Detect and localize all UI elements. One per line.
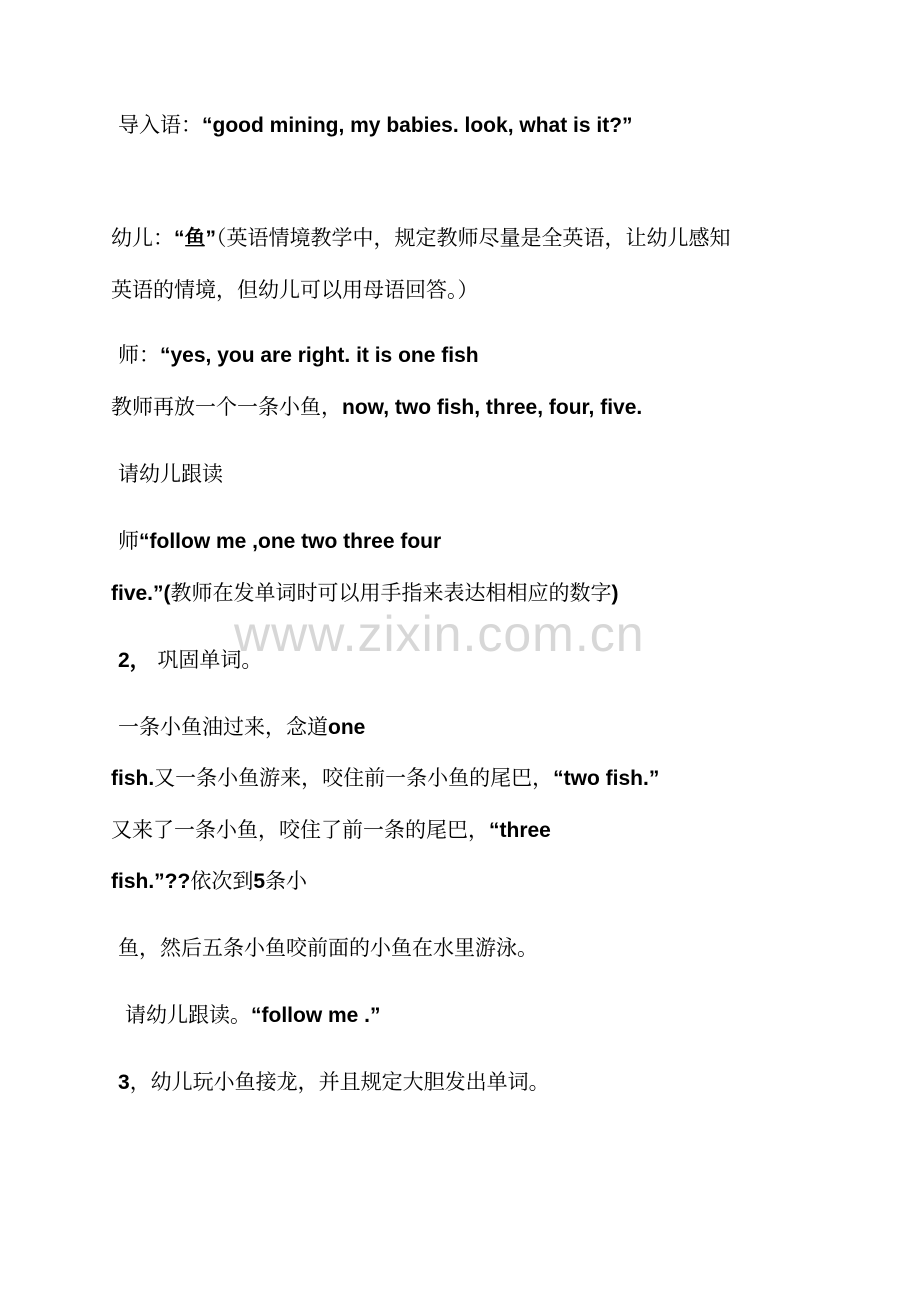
- section-2-heading: [118, 646, 262, 675]
- intro-label: 导入语：: [118, 113, 202, 137]
- fish-story-line-4: [111, 867, 307, 896]
- fish-story-line-3: [111, 816, 551, 845]
- fish-story-text-6: 鱼，然后五条小鱼咬前面的小鱼在水里游泳。: [118, 936, 538, 960]
- child-note: （英语情境教学中，规定教师尽量是全英语，让幼儿感知: [216, 226, 731, 250]
- teacher-label: 师：: [118, 343, 160, 367]
- watermark: www.zixin.com.cn: [234, 606, 645, 662]
- fish-story-text-2: 又一条小鱼游来，咬住前一条小鱼的尾巴，: [154, 766, 554, 790]
- teacher-speech: “yes, you are right. it is one fish: [160, 344, 479, 367]
- close-paren: ): [611, 582, 619, 605]
- fish-story-text-3: 又来了一条小鱼，咬住了前一条的尾巴，: [111, 818, 489, 842]
- child-note-continued: [111, 276, 479, 304]
- section-3-line: [118, 1068, 550, 1097]
- fish-story-line-5: [118, 934, 538, 962]
- teacher-follow-me: “follow me ,one two three four: [139, 530, 442, 553]
- teacher-line-2: [118, 527, 441, 556]
- word-two-fish: “two fish.”: [553, 767, 660, 790]
- five-word: five.”(: [111, 582, 171, 605]
- child-answer: “鱼”: [174, 227, 216, 250]
- follow-read-line: [118, 460, 223, 488]
- counting-words: now, two fish, three, four, five.: [342, 396, 643, 419]
- follow-read-line-2: [125, 1001, 381, 1030]
- section-number: 2，: [118, 649, 151, 672]
- section-title: 巩固单词。: [150, 648, 263, 672]
- fish-story-text-4: 依次到: [190, 869, 254, 893]
- child-label: 幼儿：: [111, 226, 174, 250]
- word-fish-2: fish.”??: [111, 870, 191, 893]
- child-answer-line: [111, 224, 731, 253]
- intro-line: [118, 111, 633, 140]
- word-three: “three: [489, 819, 551, 842]
- word-fish: fish.: [111, 767, 155, 790]
- follow-read-text-2: 请幼儿跟读。: [125, 1003, 251, 1027]
- teacher-action: 教师再放一个一条小鱼，: [111, 395, 342, 419]
- teacher-line-1: [118, 341, 479, 370]
- fish-story-line-1: [118, 713, 365, 742]
- child-note-text: 英语的情境，但幼儿可以用母语回答。）: [111, 278, 479, 302]
- number-five: 5: [253, 870, 266, 893]
- fish-story-text-5: 条小: [265, 869, 308, 893]
- word-one: one: [328, 716, 366, 739]
- follow-me-phrase: “follow me .”: [251, 1004, 381, 1027]
- section-3-text: ，幼儿玩小鱼接龙，并且规定大胆发出单词。: [129, 1070, 550, 1094]
- teacher-label-2: 师: [118, 529, 139, 553]
- gesture-note: 教师在发单词时可以用手指来表达相相应的数字: [170, 581, 612, 605]
- follow-read-text: 请幼儿跟读: [118, 462, 223, 486]
- section-number-3: 3: [118, 1071, 130, 1094]
- fish-story-text-1: 一条小鱼油过来，念道: [118, 715, 328, 739]
- teacher-action-line: [111, 393, 642, 422]
- intro-greeting: “good mining, my babies. look, what is it?”: [202, 114, 633, 137]
- fish-story-line-2: [111, 764, 659, 793]
